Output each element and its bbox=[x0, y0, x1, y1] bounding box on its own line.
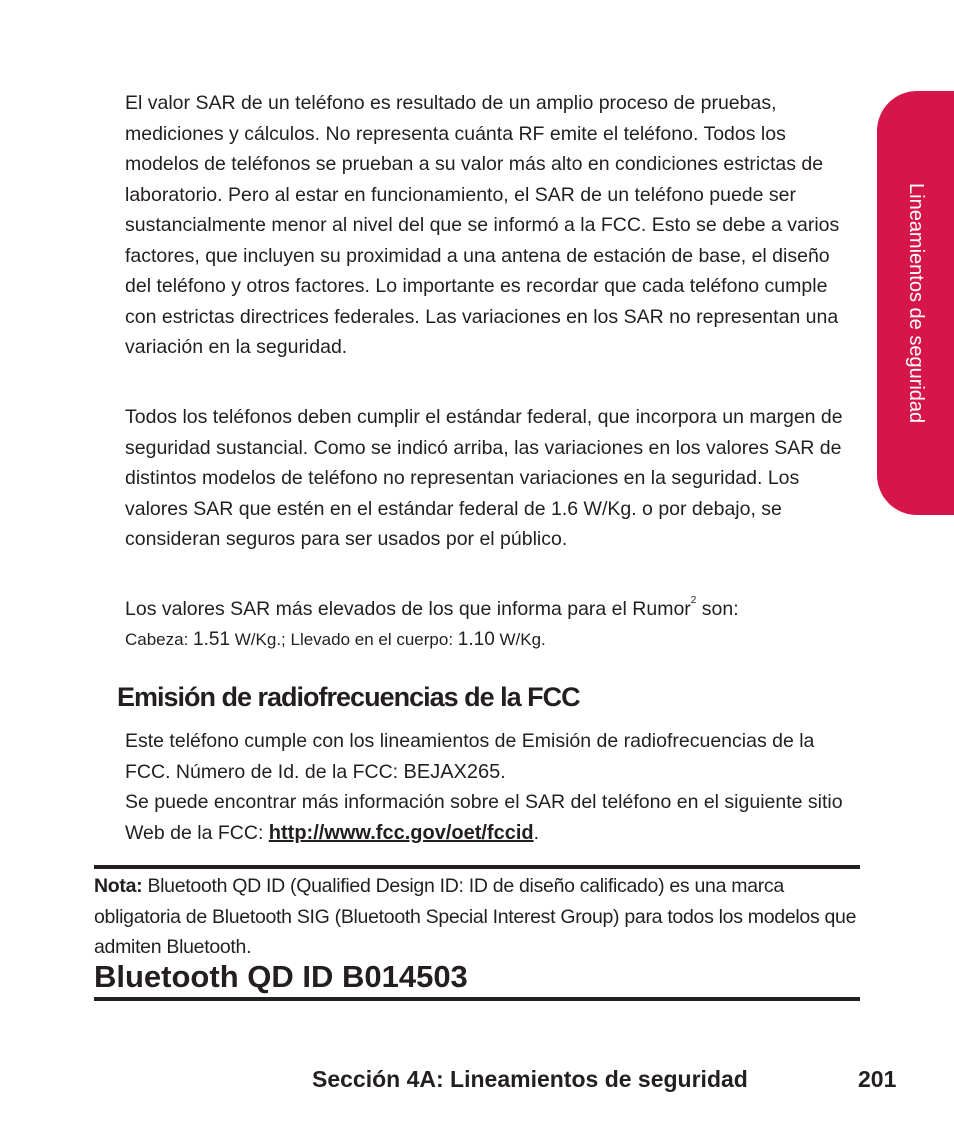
fcc-id-value: BEJAX265 bbox=[403, 760, 501, 783]
section-side-tab bbox=[877, 91, 954, 515]
body-sar-value: 1.10 bbox=[457, 628, 495, 650]
sar-values-paragraph bbox=[125, 594, 860, 655]
punctuation: . bbox=[533, 821, 540, 844]
head-sar-value: 1.51 bbox=[193, 628, 231, 650]
footer-section-title: Sección 4A: Lineamientos de seguridad bbox=[312, 1066, 748, 1092]
note-text bbox=[94, 871, 864, 963]
head-label: Cabeza: bbox=[125, 629, 194, 649]
sar-intro-end: son: bbox=[696, 598, 739, 620]
footnote-marker: 2 bbox=[690, 595, 697, 606]
sar-explanation-paragraph bbox=[125, 88, 860, 363]
bluetooth-qd-id-title: Bluetooth QD ID B014503 bbox=[94, 959, 468, 994]
paragraph-text: Todos los teléfonos deben cumplir el estándar federal, que incorpora un margen de seguridad sustancial. Como se indicó arriba, las variaciones en los valores SAR de distintos modelos de teléfono no representan variaciones en la seguridad. Los valores SAR que estén en el estándar federal de 1.6 W/Kg. o por debajo, se consideran seguros para ser usados por el público. bbox=[125, 406, 843, 550]
fcc-compliance-text: Este teléfono cumple con los lineamientos de Emisión de radiofrecuencias de la FCC. Número de Id. de la FCC: bbox=[125, 730, 815, 783]
head-unit: W/Kg.; Llevado en el cuerpo: bbox=[230, 629, 458, 649]
paragraph-text: El valor SAR de un teléfono es resultado de un amplio proceso de pruebas, mediciones y cálculos. No representa cuánta RF emite el teléfono. Todos los modelos de teléfonos se prueban a su valor más alto en condiciones estrictas de laboratorio. Pero al estar en funcionamiento, el SAR de un teléfono puede ser sustancialmente menor al nivel del que se informó a la FCC. Esto se debe a varios factores, que incluyen su proximidad a una antena de estación de base, el diseño del teléfono y otros factores. Lo importante es recordar que cada teléfono cumple con estrictas directrices federales. Las variaciones en los SAR no representan una variación en la seguridad. bbox=[125, 92, 840, 358]
side-tab-label: Lineamientos de seguridad bbox=[905, 182, 927, 424]
punctuation: . bbox=[500, 760, 506, 783]
note-label: Nota: bbox=[94, 875, 143, 897]
fcc-section-heading: Emisión de radiofrecuencias de la FCC bbox=[117, 682, 580, 712]
fcc-website-link[interactable]: http://www.fcc.gov/oet/fccid bbox=[268, 821, 534, 844]
fcc-info-text: Se puede encontrar más información sobre el SAR del teléfono en el siguiente sitio Web de la FCC: bbox=[125, 791, 843, 844]
federal-standard-paragraph bbox=[125, 402, 860, 555]
note-body: Bluetooth QD ID (Qualified Design ID: ID de diseño calificado) es una marca obligatoria de Bluetooth SIG (Bluetooth Special Interest Group) para todos los modelos que admiten Bluetooth. bbox=[94, 875, 857, 958]
page-number: 201 bbox=[858, 1066, 897, 1092]
fcc-section-body bbox=[125, 726, 860, 848]
bluetooth-note-box bbox=[94, 865, 860, 1001]
sar-intro: Los valores SAR más elevados de los que informa para el Rumor bbox=[125, 598, 691, 620]
body-unit: W/Kg. bbox=[494, 629, 546, 649]
